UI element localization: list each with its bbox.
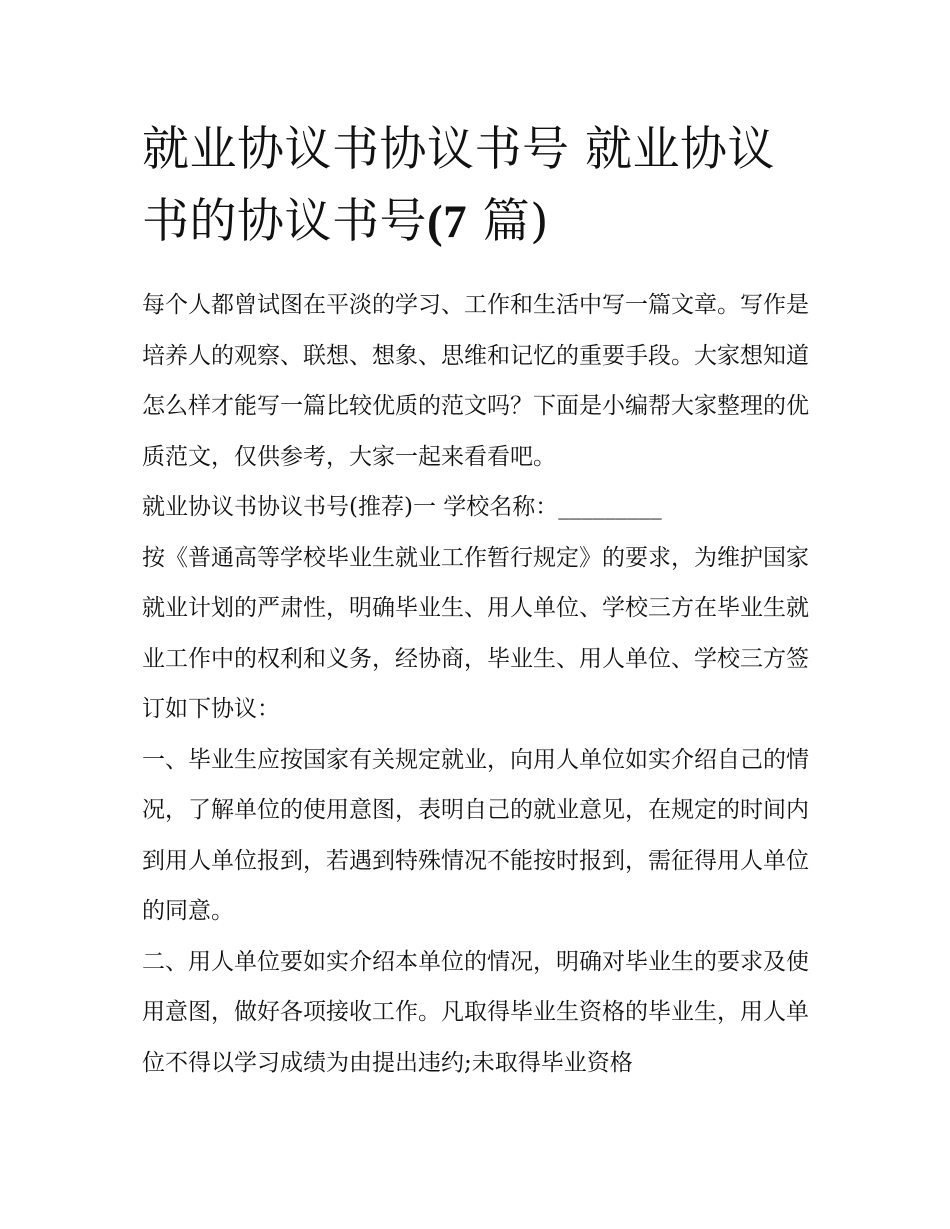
intro-paragraph: 每个人都曾试图在平淡的学习、工作和生活中写一篇文章。写作是培养人的观察、联想、想象、思维和记忆的重要手段。大家想知道怎么样才能写一篇比较优质的范文吗？下面是小编帮大家整理的优质范文，仅供参考，大家一起来看看吧。 <box>142 292 809 470</box>
clause-two: 二、用人单位要如实介绍本单位的情况，明确对毕业生的要求及使用意图，做好各项接收工作。凡取得毕业生资格的毕业生，用人单位不得以学习成绩为由提出违约;未取得毕业资格 <box>142 948 809 1076</box>
title-text: 就业协议书协议书号 就业协议书的协议书号 <box>142 122 775 249</box>
school-name-line: 就业协议书协议书号(推荐)一 学校名称：_________ <box>142 494 662 520</box>
title-suffix: 篇) <box>467 194 549 249</box>
clause-one: 一、毕业生应按国家有关规定就业，向用人单位如实介绍自己的情况，了解单位的使用意图，表明自己的就业意见，在规定的时间内到用人单位报到，若遇到特殊情况不能按时报到，需征得用人单位的同意。 <box>142 746 809 924</box>
document-body <box>142 280 814 1088</box>
title-count: (7 <box>427 196 468 248</box>
document-title <box>142 114 822 258</box>
agreement-preamble: 按《普通高等学校毕业生就业工作暂行规定》的要求，为维护国家就业计划的严肃性，明确毕业生、用人单位、学校三方在毕业生就业工作中的权利和义务，经协商，毕业生、用人单位、学校三方签订如下协议： <box>142 544 809 722</box>
